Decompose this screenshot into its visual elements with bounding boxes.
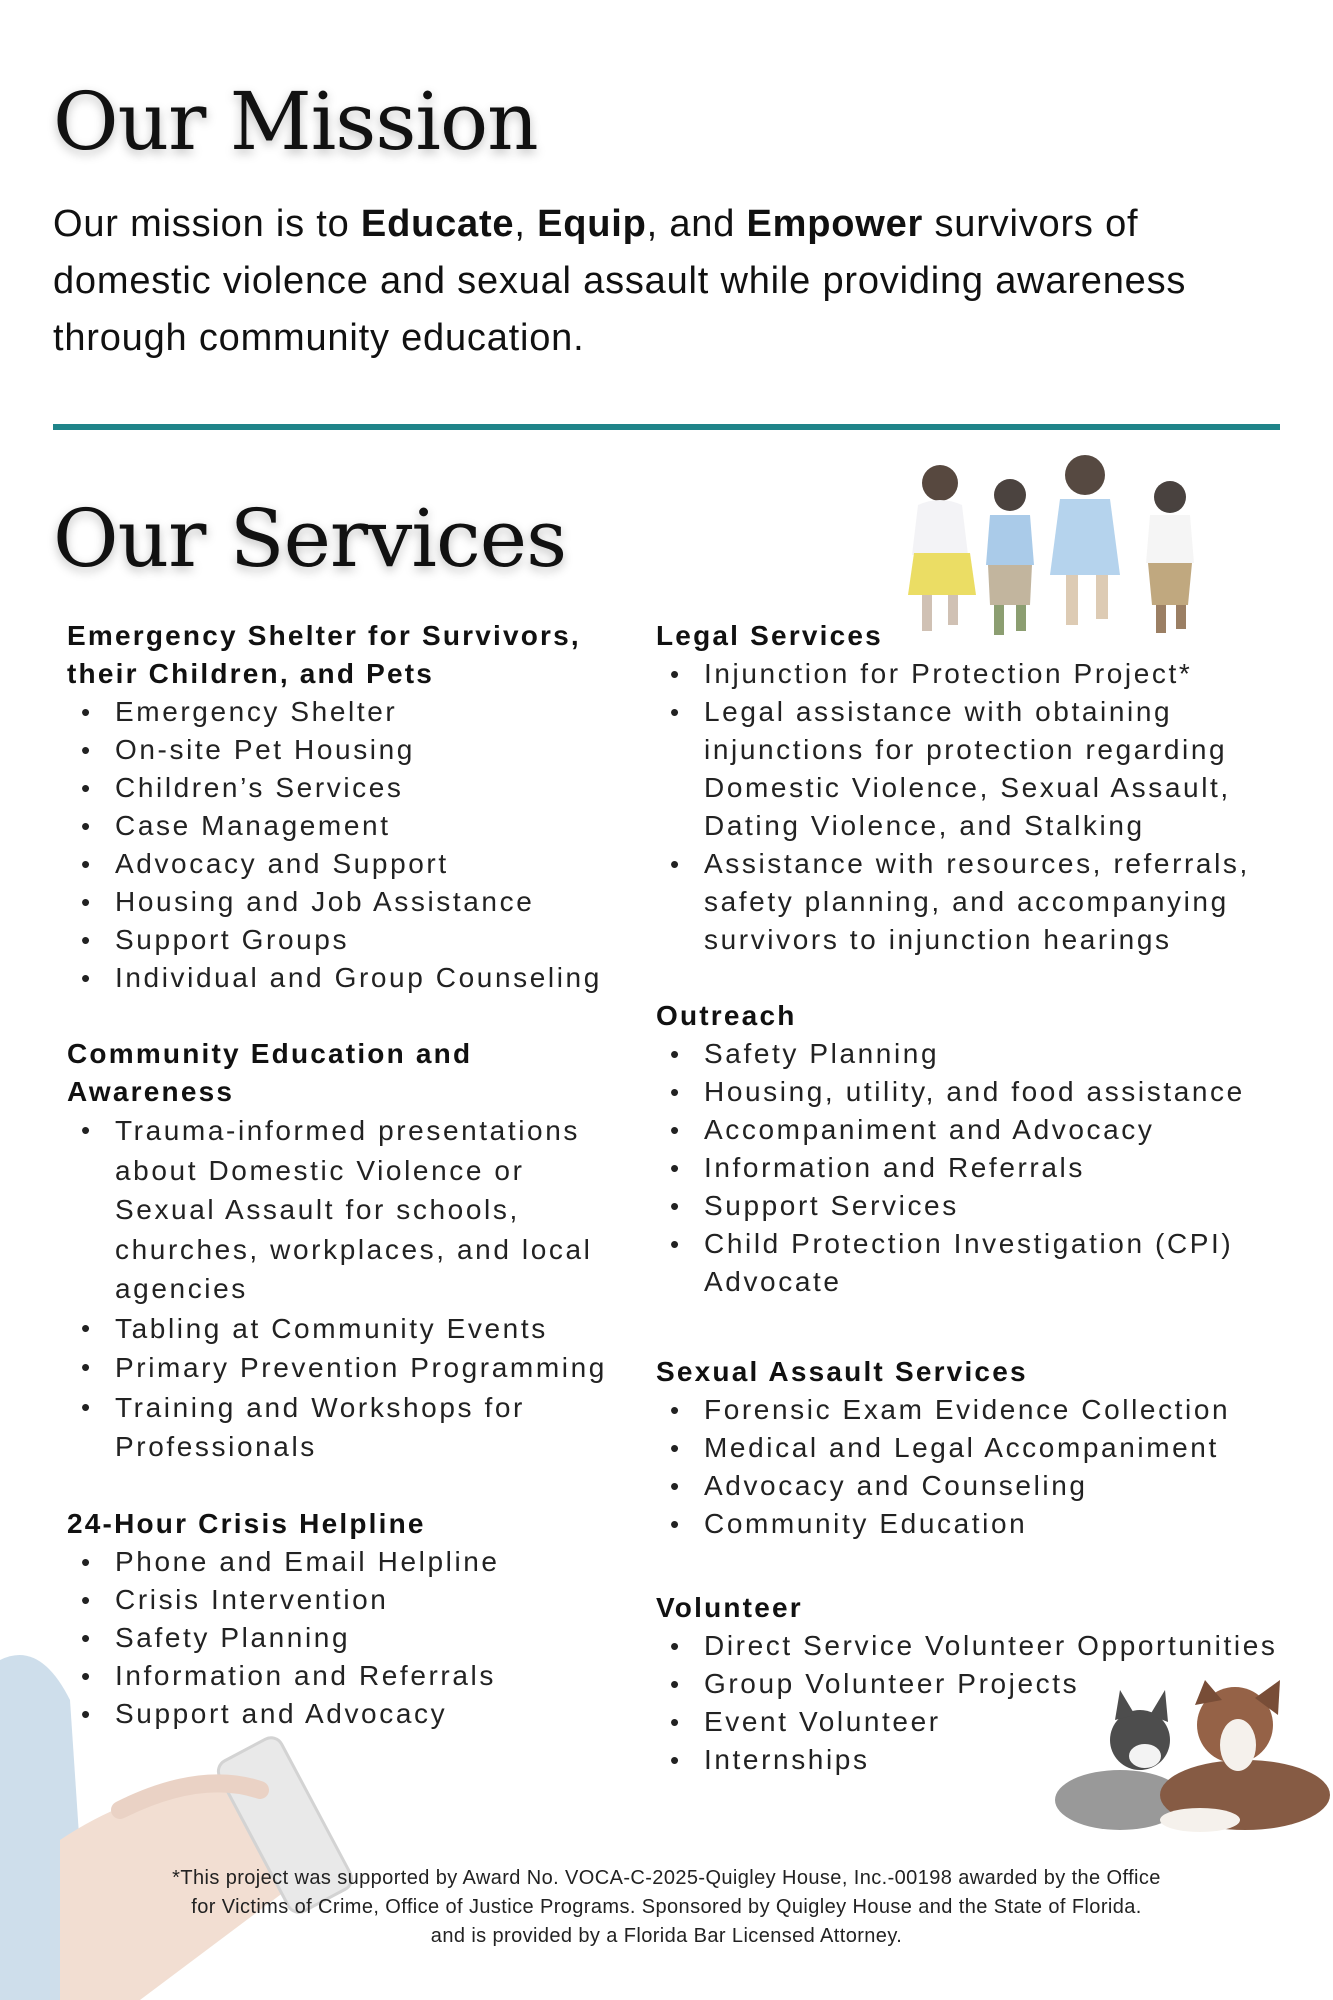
service-item: • On-site Pet Housing [67, 731, 627, 769]
service-item: • Information and Referrals [656, 1149, 1296, 1187]
service-section-crisis-helpline [67, 1505, 627, 1733]
mission-word-empower: Empower [746, 203, 924, 245]
service-section-outreach [656, 997, 1296, 1301]
section-heading: Volunteer [656, 1592, 803, 1623]
service-item: • Housing and Job Assistance [67, 883, 627, 921]
service-item: • Tabling at Community Events [67, 1309, 627, 1349]
funding-footnote [50, 1864, 1283, 1951]
service-item: • Primary Prevention Programming [67, 1348, 627, 1388]
section-heading: Community Education and Awareness [67, 1038, 473, 1107]
service-list [656, 655, 1296, 959]
service-section-community-education [67, 1035, 627, 1467]
service-item: • Internships [656, 1741, 1296, 1779]
mission-text-part: survivors of domestic violence and sexual assault while providing awareness through community education. [53, 203, 1187, 359]
service-item: • Group Volunteer Projects [656, 1665, 1296, 1703]
service-item: • Housing, utility, and food assistance [656, 1073, 1296, 1111]
service-item: • Support and Advocacy [67, 1695, 627, 1733]
service-section-emergency-shelter [67, 617, 627, 997]
mission-word-equip: Equip [537, 203, 647, 245]
service-item: • Training and Workshops for Professionals [67, 1388, 627, 1467]
service-item: • Support Groups [67, 921, 627, 959]
service-item: • Support Services [656, 1187, 1296, 1225]
services-left-column [67, 617, 627, 1733]
section-heading: Emergency Shelter for Survivors, their Children, and Pets [67, 620, 581, 689]
footnote-line: for Victims of Crime, Office of Justice Programs. Sponsored by Quigley House and the State of Florida. [191, 1896, 1142, 1918]
service-item: • Crisis Intervention [67, 1581, 627, 1619]
service-section-volunteer [656, 1589, 1296, 1779]
service-list [656, 1035, 1296, 1301]
service-list [656, 1627, 1296, 1779]
service-item: • Legal assistance with obtaining injunctions for protection regarding Domestic Violence, Sexual Assault, Dating Violence, and Stalking [656, 693, 1296, 845]
service-section-legal [656, 617, 1296, 959]
service-item: • Accompaniment and Advocacy [656, 1111, 1296, 1149]
service-item: • Community Education [656, 1505, 1296, 1543]
mission-text-part: , [514, 203, 538, 245]
service-list [67, 693, 627, 997]
service-item: • Event Volunteer [656, 1703, 1296, 1741]
service-item: • Advocacy and Support [67, 845, 627, 883]
service-item: • Individual and Group Counseling [67, 959, 627, 997]
service-item: • Safety Planning [67, 1619, 627, 1657]
footnote-line: *This project was supported by Award No. VOCA-C-2025-Quigley House, Inc.-00198 awarded by the Office [172, 1867, 1161, 1889]
section-divider [53, 424, 1280, 430]
service-item: • Advocacy and Counseling [656, 1467, 1296, 1505]
service-item: • Trauma-informed presentations about Domestic Violence or Sexual Assault for schools, churches, workplaces, and local agencies [67, 1111, 627, 1309]
services-title: Our Services [53, 492, 567, 585]
section-heading: Legal Services [656, 620, 883, 651]
mission-word-educate: Educate [360, 203, 515, 245]
service-item: • Emergency Shelter [67, 693, 627, 731]
service-item: • Direct Service Volunteer Opportunities [656, 1627, 1296, 1665]
service-item: • Assistance with resources, referrals, safety planning, and accompanying survivors to injunction hearings [656, 845, 1296, 959]
service-item: • Medical and Legal Accompaniment [656, 1429, 1296, 1467]
service-item: • Injunction for Protection Project* [656, 655, 1296, 693]
service-section-sexual-assault [656, 1353, 1296, 1543]
service-item: • Children’s Services [67, 769, 627, 807]
service-item: • Safety Planning [656, 1035, 1296, 1073]
service-list [656, 1391, 1296, 1543]
service-item: • Forensic Exam Evidence Collection [656, 1391, 1296, 1429]
mission-title: Our Mission [53, 75, 538, 168]
service-item: • Phone and Email Helpline [67, 1543, 627, 1581]
service-item: • Information and Referrals [67, 1657, 627, 1695]
footnote-line: and is provided by a Florida Bar Licensed Attorney. [430, 1925, 903, 1947]
section-heading: Sexual Assault Services [656, 1356, 1028, 1387]
services-right-column [656, 617, 1296, 1779]
children-running-image [870, 445, 1230, 645]
mission-statement [53, 196, 1293, 367]
mission-text-part: , and [646, 203, 747, 245]
service-list [67, 1111, 627, 1467]
service-list [67, 1543, 627, 1733]
service-item: • Child Protection Investigation (CPI) Advocate [656, 1225, 1296, 1301]
service-item: • Case Management [67, 807, 627, 845]
section-heading: 24-Hour Crisis Helpline [67, 1507, 426, 1539]
mission-text-part: Our mission is to [53, 203, 361, 245]
section-heading: Outreach [656, 1000, 797, 1031]
